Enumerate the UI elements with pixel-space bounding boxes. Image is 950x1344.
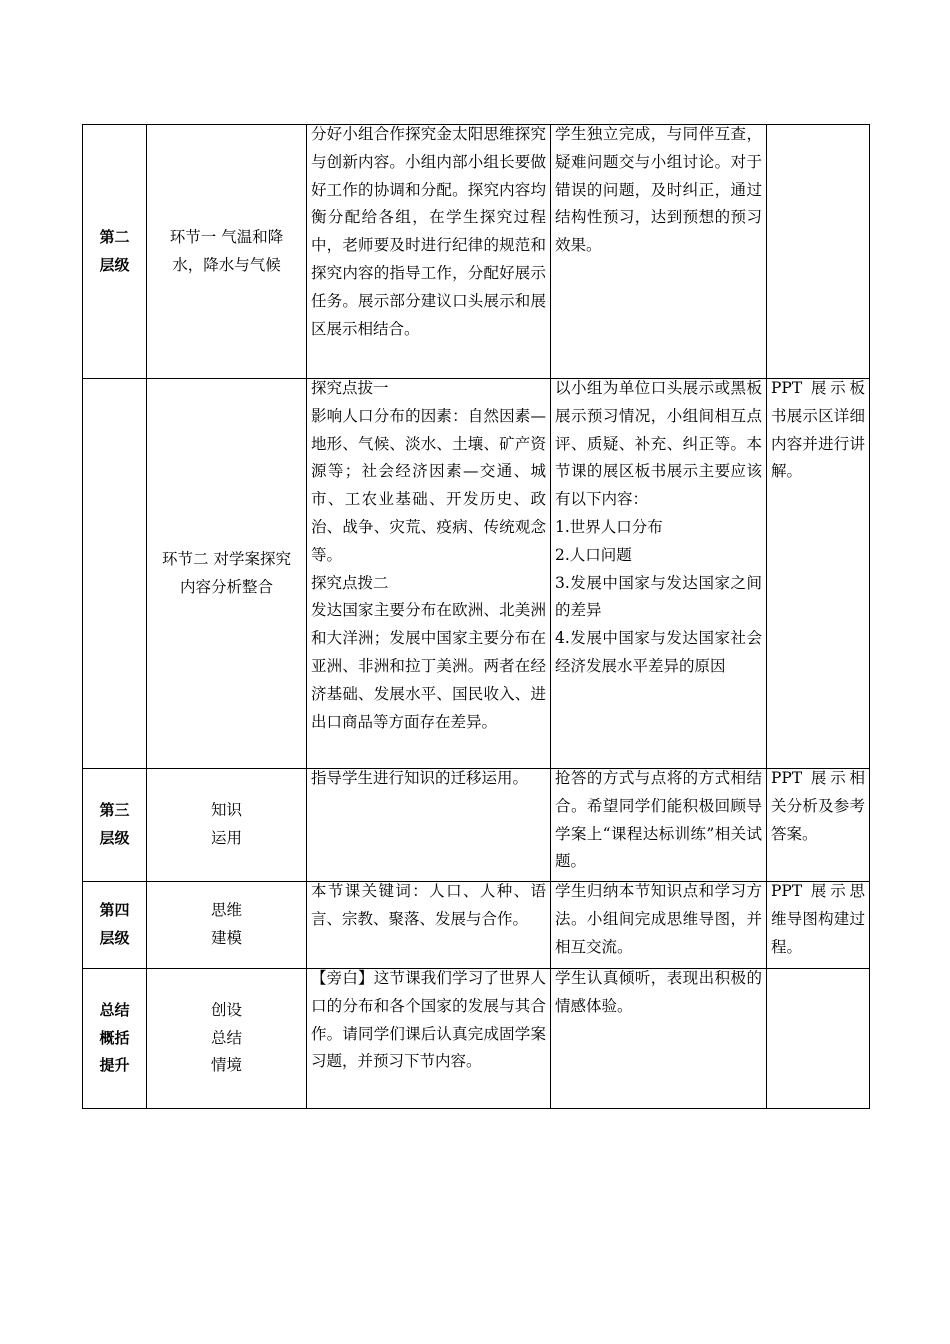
step-cell	[147, 969, 307, 1109]
lesson-plan-table	[82, 124, 870, 1109]
teacher-activity-cell	[307, 882, 551, 969]
student-activity-cell	[551, 769, 767, 882]
note-cell	[767, 125, 870, 379]
content-paragraph: 指导学生进行知识的迁移运用。	[311, 769, 529, 787]
stage-cell	[83, 769, 147, 882]
activity-paragraph: 学生独立完成，与同伴互查，疑难问题交与小组讨论。对于错误的问题，及时纠正，通过结构性预习，达到预想的预习效果。	[555, 125, 762, 255]
step-line: 环节二 对学案探究	[162, 549, 291, 568]
stage-line: 层级	[99, 829, 130, 847]
stage-line: 概括	[99, 1028, 130, 1047]
note-text: PPT 展示相关分析及参考答案。	[771, 769, 865, 843]
table-row	[83, 125, 870, 379]
student-activity-cell	[551, 969, 767, 1109]
step-line: 情境	[210, 1056, 242, 1075]
activity-paragraph: 以小组为单位口头展示或黑板展示预习情况，小组间相互点评、质疑、补充、纠正等。本节课的展区板书展示主要应该有以下内容：	[555, 379, 762, 509]
note-cell	[767, 769, 870, 882]
activity-list-item: 4.发展中国家与发达国家社会经济发展水平差异的原因	[555, 629, 762, 675]
teacher-activity-cell	[307, 769, 551, 882]
teacher-activity-cell	[307, 969, 551, 1109]
stage-cell	[83, 125, 147, 379]
stage-line: 总结	[99, 1000, 130, 1019]
content-paragraph: 【旁白】这节课我们学习了世界人口的分布和各个国家的发展与其合作。请同学们课后认真完成固学案习题，并预习下节内容。	[311, 969, 546, 1071]
step-line: 运用	[210, 829, 242, 847]
activity-paragraph: 学生归纳本节知识点和学习方法。小组间完成思维导图，并相互交流。	[555, 882, 762, 956]
teacher-activity-cell	[307, 379, 551, 769]
step-line: 思维	[210, 901, 242, 920]
activity-paragraph: 学生认真倾听，表现出积极的情感体验。	[555, 969, 762, 1015]
note-cell	[767, 969, 870, 1109]
activity-list-item: 2.人口问题	[555, 545, 632, 564]
student-activity-cell	[551, 379, 767, 769]
note-text: PPT 展示板书展示区详细内容并进行讲解。	[771, 379, 865, 481]
table-row	[83, 882, 870, 969]
activity-list-item: 3.发展中国家与发达国家之间的差异	[555, 573, 762, 620]
stage-line: 第二	[99, 227, 130, 246]
content-paragraph: 分好小组合作探究金太阳思维探究与创新内容。小组内部小组长要做好工作的协调和分配。探究内容均衡分配给各组，在学生探究过程中，老师要及时进行纪律的规范和探究内容的指导工作，分配好展示任务。展示部分建议口头展示和展区展示相结合。	[311, 125, 546, 338]
step-cell	[147, 125, 307, 379]
note-cell	[767, 882, 870, 969]
stage-cell	[83, 379, 147, 769]
note-cell	[767, 379, 870, 769]
content-paragraph: 探究点拔一	[311, 379, 389, 397]
step-line: 水，降水与气候	[172, 255, 281, 274]
stage-line: 第三	[99, 801, 130, 820]
table-row	[83, 969, 870, 1109]
stage-cell	[83, 882, 147, 969]
step-line: 创设	[210, 1000, 242, 1019]
stage-line: 第四	[99, 901, 130, 920]
student-activity-cell	[551, 882, 767, 969]
activity-list-item: 1.世界人口分布	[555, 517, 663, 536]
stage-line: 层级	[99, 929, 130, 947]
content-paragraph: 本节课关键词：人口、人种、语言、宗教、聚落、发展与合作。	[311, 882, 546, 928]
content-paragraph: 发达国家主要分布在欧洲、北美洲和大洋洲；发展中国家主要分布在亚洲、非洲和拉丁美洲。两者在经济基础、发展水平、国民收入、进出口商品等方面存在差异。	[311, 601, 546, 731]
step-line: 环节一 气温和降	[169, 227, 284, 246]
step-line: 建模	[210, 929, 242, 947]
step-line: 知识	[210, 801, 242, 820]
step-cell	[147, 379, 307, 769]
stage-line: 提升	[99, 1056, 130, 1075]
table-row	[83, 379, 870, 769]
step-line: 总结	[210, 1028, 242, 1047]
teacher-activity-cell	[307, 125, 551, 379]
activity-paragraph: 抢答的方式与点将的方式相结合。希望同学们能积极回顾导学案上“课程达标训练”相关试题。	[555, 769, 762, 871]
step-cell	[147, 769, 307, 882]
content-paragraph: 影响人口分布的因素：自然因素—地形、气候、淡水、土壤、矿产资源等；社会经济因素—交通、城市、工农业基础、开发历史、政治、战争、灾荒、疫病、传统观念等。	[311, 406, 546, 564]
step-cell	[147, 882, 307, 969]
content-paragraph: 探究点拨二	[311, 573, 389, 592]
stage-line: 层级	[99, 255, 130, 274]
note-text: PPT 展示思维导图构建过程。	[771, 882, 865, 956]
stage-cell	[83, 969, 147, 1109]
student-activity-cell	[551, 125, 767, 379]
table-row	[83, 769, 870, 882]
step-line: 内容分析整合	[179, 577, 273, 596]
